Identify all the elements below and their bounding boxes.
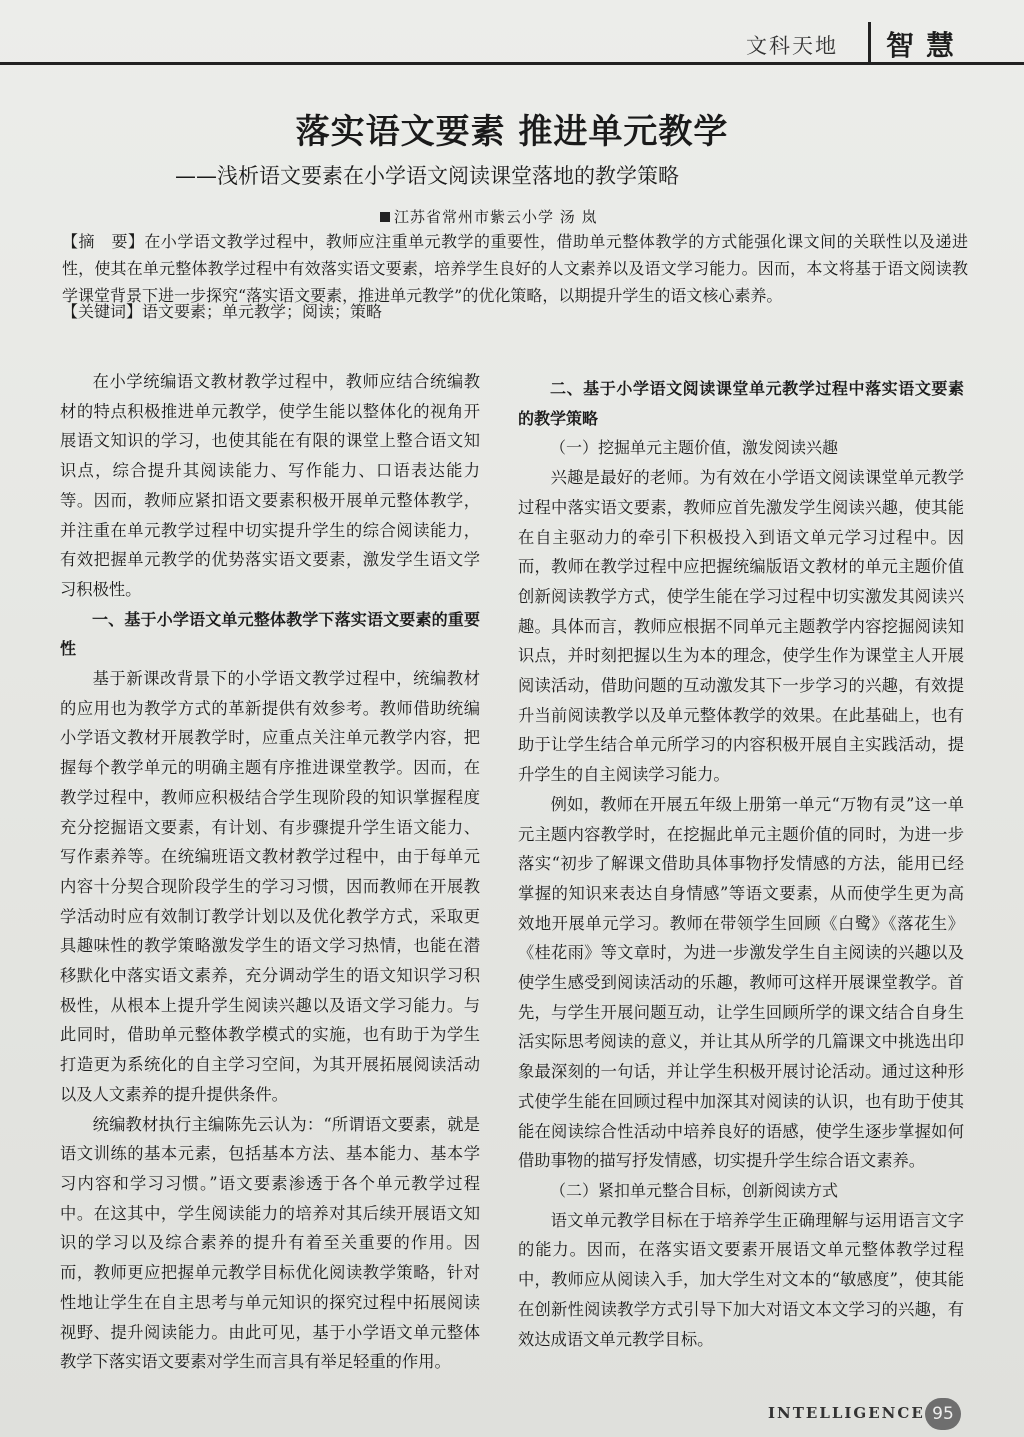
paragraph: 在小学统编语文教材教学过程中，教师应结合统编教材的特点积极推进单元教学，使学生能以整体化的视角开展语文知识的学习，也使其能在有限的课堂上整合语文知识点，综合提升其阅读能力、写作能力、口语表达能力等。因而，教师应紧扣语文要素积极开展单元整体教学，并注重在单元教学过程中切实提升学生的综合阅读能力，有效把握单元教学的优势落实语文要素，激发学生语文学习积极性。 [60, 372, 480, 599]
article-subtitle: ——浅析语文要素在小学语文阅读课堂落地的教学策略 [175, 164, 679, 188]
section-heading: 二、基于小学语文阅读课堂单元教学过程中落实语文要素的教学策略 [518, 379, 964, 428]
author-text: 江苏省常州市紫云小学 汤 岚 [394, 208, 598, 226]
left-column [60, 367, 480, 1377]
paragraph: 基于新课改背景下的小学语文教学过程中，统编教材的应用也为教学方式的革新提供有效参考。教师借助统编小学语文教材开展教学时，应重点关注单元教学内容，把握每个教学单元的明确主题有序推进课堂教学。因而，在教学过程中，教师应积极结合学生现阶段的知识掌握程度充分挖掘语文要素，有计划、有步骤提升学生语文能力、写作素养等。在统编班语文教材教学过程中，由于每单元内容十分契合现阶段学生的学习习惯，因而教师在开展教学活动时应有效制订教学计划以及优化教学方式，采取更具趣味性的教学策略激发学生的语文学习热情，也能在潜移默化中落实语文素养，充分调动学生的语文知识学习积极性，从根本上提升学生阅读兴趣以及语文学习能力。与此同时，借助单元整体教学模式的实施，也有助于为学生打造更为系统化的自主学习空间，为其开展拓展阅读活动以及人文素养的提升提供条件。 [60, 669, 480, 1104]
article-title: 落实语文要素 推进单元教学 [295, 112, 729, 152]
paragraph: 语文单元教学目标在于培养学生正确理解与运用语言文字的能力。因而，在落实语文要素开展语文单元整体教学过程中，教师应从阅读入手，加大学生对文本的“敏感度”，使其能在创新性阅读教学方式引导下加大对语文本文学习的兴趣，有效达成语文单元教学目标。 [518, 1210, 964, 1349]
page-number: 95 [925, 1398, 961, 1430]
abstract-label: 【摘 要】 [62, 232, 145, 251]
header-divider [868, 22, 871, 62]
journal-name: INTELLIGENCE [768, 1404, 925, 1422]
keywords-text: 语文要素；单元教学；阅读；策略 [142, 302, 383, 321]
subsection-heading: （一）挖掘单元主题价值，激发阅读兴趣 [550, 438, 839, 458]
paragraph: 统编教材执行主编陈先云认为：“所谓语文要素，就是语文训练的基本元素，包括基本方法、基本能力、基本学习内容和学习习惯。”语文要素渗透于各个单元教学过程中。在这其中，学生阅读能力的培养对其后续开展语文知识的学习以及综合素养的提升有着至关重要的作用。因而，教师更应把握单元教学目标优化阅读教学策略，针对性地让学生在自主思考与单元知识的探究过程中拓展阅读视野、提升阅读能力。由此可见，基于小学语文单元整体教学下落实语文要素对学生而言具有举足轻重的作用。 [60, 1114, 480, 1372]
article-author [380, 206, 598, 227]
abstract-text: 在小学语文教学过程中，教师应注重单元教学的重要性，借助单元整体教学的方式能强化课文间的关联性以及递进性，使其在单元整体教学过程中有效落实语文要素，培养学生良好的人文素养以及语文学习能力。因而，本文将基于语文阅读教学课堂背景下进一步探究“落实语文要素，推进单元教学”的优化策略，以期提升学生的语文核心素养。 [62, 232, 968, 305]
keywords-label: 【关键词】 [62, 302, 143, 321]
bullet-icon [380, 212, 390, 222]
section-header: 文科天地 [746, 34, 838, 58]
subsection-heading: （二）紧扣单元整合目标，创新阅读方式 [550, 1180, 839, 1200]
abstract [62, 228, 968, 309]
paragraph: 兴趣是最好的老师。为有效在小学语文阅读课堂单元教学过程中落实语文要素，教师应首先激发学生阅读兴趣，使其能在自主驱动力的牵引下积极投入到语文单元学习过程中。因而，教师在教学过程中应把握统编版语文教材的单元主题价值创新阅读教学方式，使学生能在学习过程中切实激发其阅读兴趣。具体而言，教师应根据不同单元主题教学内容挖掘阅读知识点，并时刻把握以生为本的理念，使学生作为课堂主人开展阅读活动，借助问题的互动激发其下一步学习的兴趣，有效提升当前阅读教学以及单元整体教学的效果。在此基础上，也有助于让学生结合单元所学习的内容积极开展自主实践活动，提升学生的自主阅读学习能力。 [518, 468, 964, 785]
header-rule [0, 62, 1024, 65]
right-column [518, 374, 964, 1354]
paragraph: 例如，教师在开展五年级上册第一单元“万物有灵”这一单元主题内容教学时，在挖掘此单元主题价值的同时，为进一步落实“初步了解课文借助具体事物抒发情感的方法，能用已经掌握的知识来表达自身情感”等语文要素，从而使学生更为高效地开展单元学习。教师在带领学生回顾《白鹭》《落花生》《桂花雨》等文章时，为进一步激发学生自主阅读的兴趣以及使学生感受到阅读活动的乐趣，教师可这样开展课堂教学。首先，与学生开展问题互动，让学生回顾所学的课文结合自身生活实际思考阅读的意义，并让其从所学的几篇课文中挑选出印象最深刻的一句话，并让学生积极开展讨论活动。通过这种形式使学生能在回顾过程中加深其对阅读的认识，也有助于使其能在阅读综合性活动中培养良好的语感，使学生逐步掌握如何借助事物的描写抒发情感，切实提升学生综合语文素养。 [518, 794, 964, 1171]
magazine-brand: 智慧 [886, 29, 967, 62]
keywords [62, 298, 968, 325]
section-heading: 一、基于小学语文单元整体教学下落实语文要素的重要性 [60, 609, 480, 659]
